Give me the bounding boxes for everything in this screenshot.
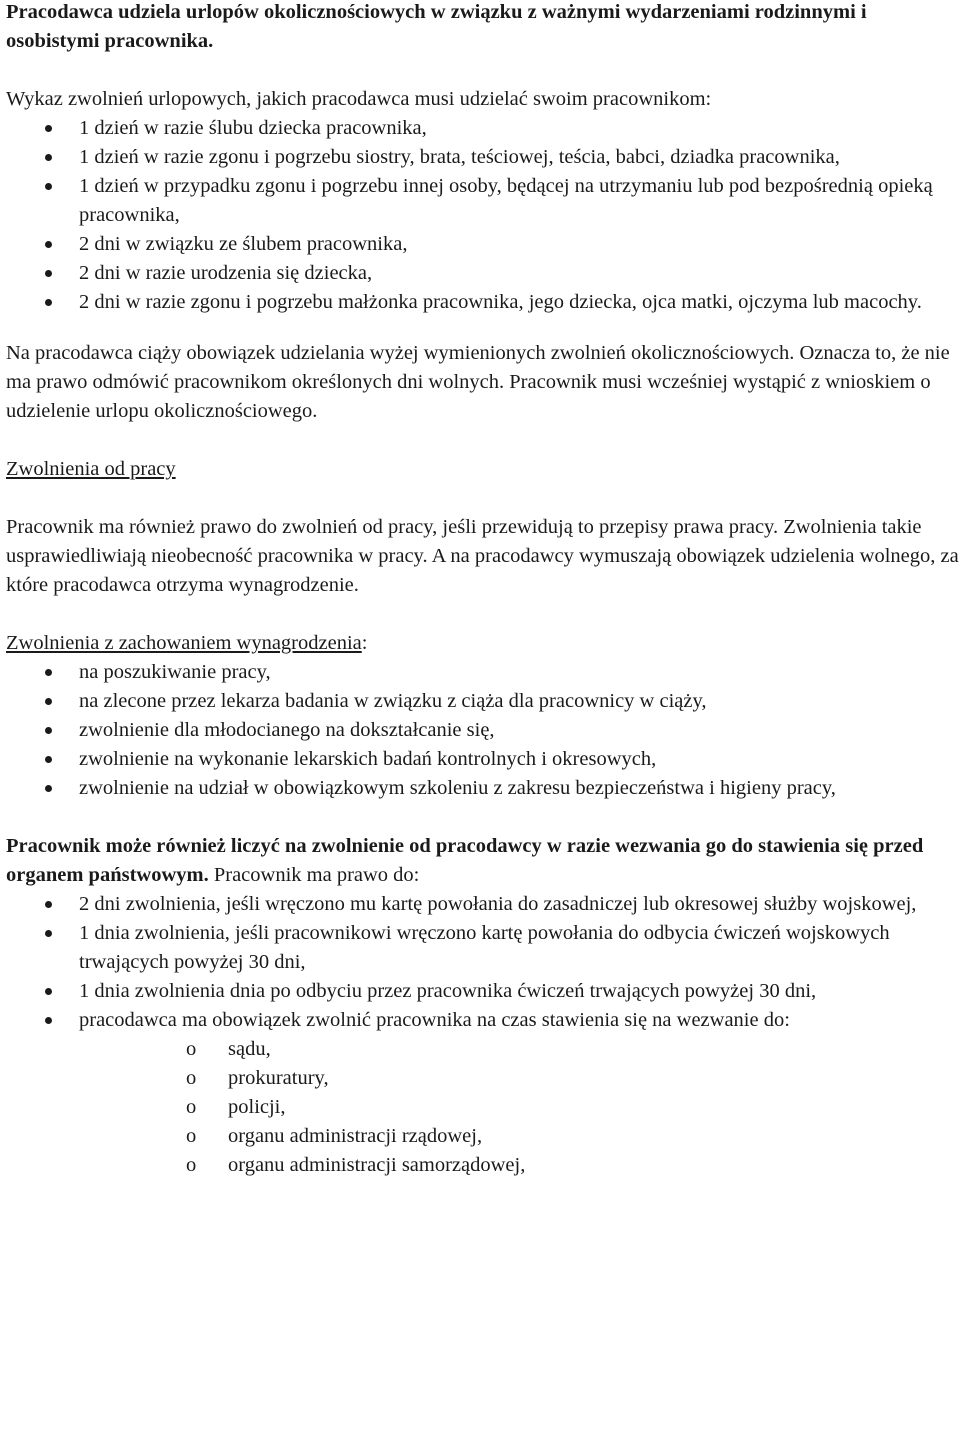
- section-heading-work-leave: Zwolnienia od pracy: [6, 458, 176, 480]
- bullet-icon: [45, 1017, 52, 1024]
- bullet-icon: [45, 727, 52, 734]
- summons-sublist: [79, 1035, 960, 1180]
- work-leave-paragraph: Pracownik ma również prawo do zwolnień od pracy, jeśli przewidują to przepisy prawa pracy. Zwolnienia takie usprawiedliwiają nieobecność pracownika w pracy. A na pracodawcy wymuszają obowiązek udzielenia wolnego, za które pracodawca otrzyma wynagrodzenie.: [6, 516, 959, 596]
- list-item: 2 dni zwolnienia, jeśli wręczono mu kartę powołania do zasadniczej lub okresowej służby wojskowej,: [6, 890, 960, 919]
- bullet-icon: [45, 183, 52, 190]
- bullet-icon: [45, 669, 52, 676]
- list-item: pracodawca ma obowiązek zwolnić pracownika na czas stawienia się na wezwanie do: o sądu, o prokuratury, o policji, o organu administracji rządowej, o organu administracji samorządowej,: [6, 1006, 960, 1180]
- list-item: 2 dni w razie zgonu i pogrzebu małżonka pracownika, jego dziecka, ojca matki, ojczyma lub macochy.: [6, 288, 960, 317]
- list-item: na poszukiwanie pracy,: [6, 658, 960, 687]
- sub-list-item: o organu administracji rządowej,: [79, 1122, 960, 1151]
- bullet-icon: [45, 756, 52, 763]
- list-item: 1 dzień w razie zgonu i pogrzebu siostry, brata, teściowej, teścia, babci, dziadka pracownika,: [6, 143, 960, 172]
- list-item: 2 dni w związku ze ślubem pracownika,: [6, 230, 960, 259]
- list-item: 1 dzień w razie ślubu dziecka pracownika,: [6, 114, 960, 143]
- leave-list-intro: Wykaz zwolnień urlopowych, jakich pracodawca musi udzielać swoim pracownikom:: [6, 88, 712, 110]
- list-item: 2 dni w razie urodzenia się dziecka,: [6, 259, 960, 288]
- circle-bullet-icon: o: [186, 1038, 197, 1060]
- intro-paragraph: Pracodawca udziela urlopów okolicznościowych w związku z ważnymi wydarzeniami rodzinnymi i osobistymi pracownika.: [6, 1, 867, 52]
- bullet-icon: [45, 270, 52, 277]
- bullet-icon: [45, 241, 52, 248]
- circle-bullet-icon: o: [186, 1154, 197, 1176]
- bullet-icon: [45, 930, 52, 937]
- circle-bullet-icon: o: [186, 1067, 197, 1089]
- bullet-icon: [45, 698, 52, 705]
- bullet-icon: [45, 299, 52, 306]
- sub-list-item: o sądu,: [79, 1035, 960, 1064]
- list-item: zwolnienie na wykonanie lekarskich badań kontrolnych i okresowych,: [6, 745, 960, 774]
- document-page: [6, 0, 960, 1180]
- section-heading-paid-leave: Zwolnienia z zachowaniem wynagrodzenia:: [6, 632, 368, 654]
- obligation-paragraph: Na pracodawca ciąży obowiązek udzielania wyżej wymienionych zwolnień okolicznościowych. Oznacza to, że nie ma prawo odmówić pracownikom określonych dni wolnych. Pracownik musi wcześniej wystąpić z wnioskiem o udzielenie urlopu okolicznościowego.: [6, 342, 950, 422]
- bullet-icon: [45, 988, 52, 995]
- list-item: na zlecone przez lekarza badania w związku z ciąża dla pracownicy w ciąży,: [6, 687, 960, 716]
- list-item: zwolnienie dla młodocianego na dokształcanie się,: [6, 716, 960, 745]
- sub-list-item: o organu administracji samorządowej,: [79, 1151, 960, 1180]
- list-item: 1 dnia zwolnienia dnia po odbyciu przez pracownika ćwiczeń trwających powyżej 30 dni,: [6, 977, 960, 1006]
- summons-list: [6, 890, 960, 1180]
- list-item: 1 dzień w przypadku zgonu i pogrzebu innej osoby, będącej na utrzymaniu lub pod bezpośrednią opieką pracownika,: [6, 172, 960, 230]
- leave-list: [6, 114, 960, 317]
- bullet-icon: [45, 901, 52, 908]
- sub-list-item: o policji,: [79, 1093, 960, 1122]
- bullet-icon: [45, 785, 52, 792]
- list-item: zwolnienie na udział w obowiązkowym szkoleniu z zakresu bezpieczeństwa i higieny pracy,: [6, 774, 960, 803]
- bullet-icon: [45, 154, 52, 161]
- state-summons-paragraph: Pracownik może również liczyć na zwolnienie od pracodawcy w razie wezwania go do stawienia się przed organem państwowym. Pracownik ma prawo do:: [6, 835, 924, 886]
- list-item: 1 dnia zwolnienia, jeśli pracownikowi wręczono kartę powołania do odbycia ćwiczeń wojskowych trwających powyżej 30 dni,: [6, 919, 960, 977]
- sub-list-item: o prokuratury,: [79, 1064, 960, 1093]
- circle-bullet-icon: o: [186, 1096, 197, 1118]
- paid-leave-list: [6, 658, 960, 803]
- circle-bullet-icon: o: [186, 1125, 197, 1147]
- bullet-icon: [45, 125, 52, 132]
